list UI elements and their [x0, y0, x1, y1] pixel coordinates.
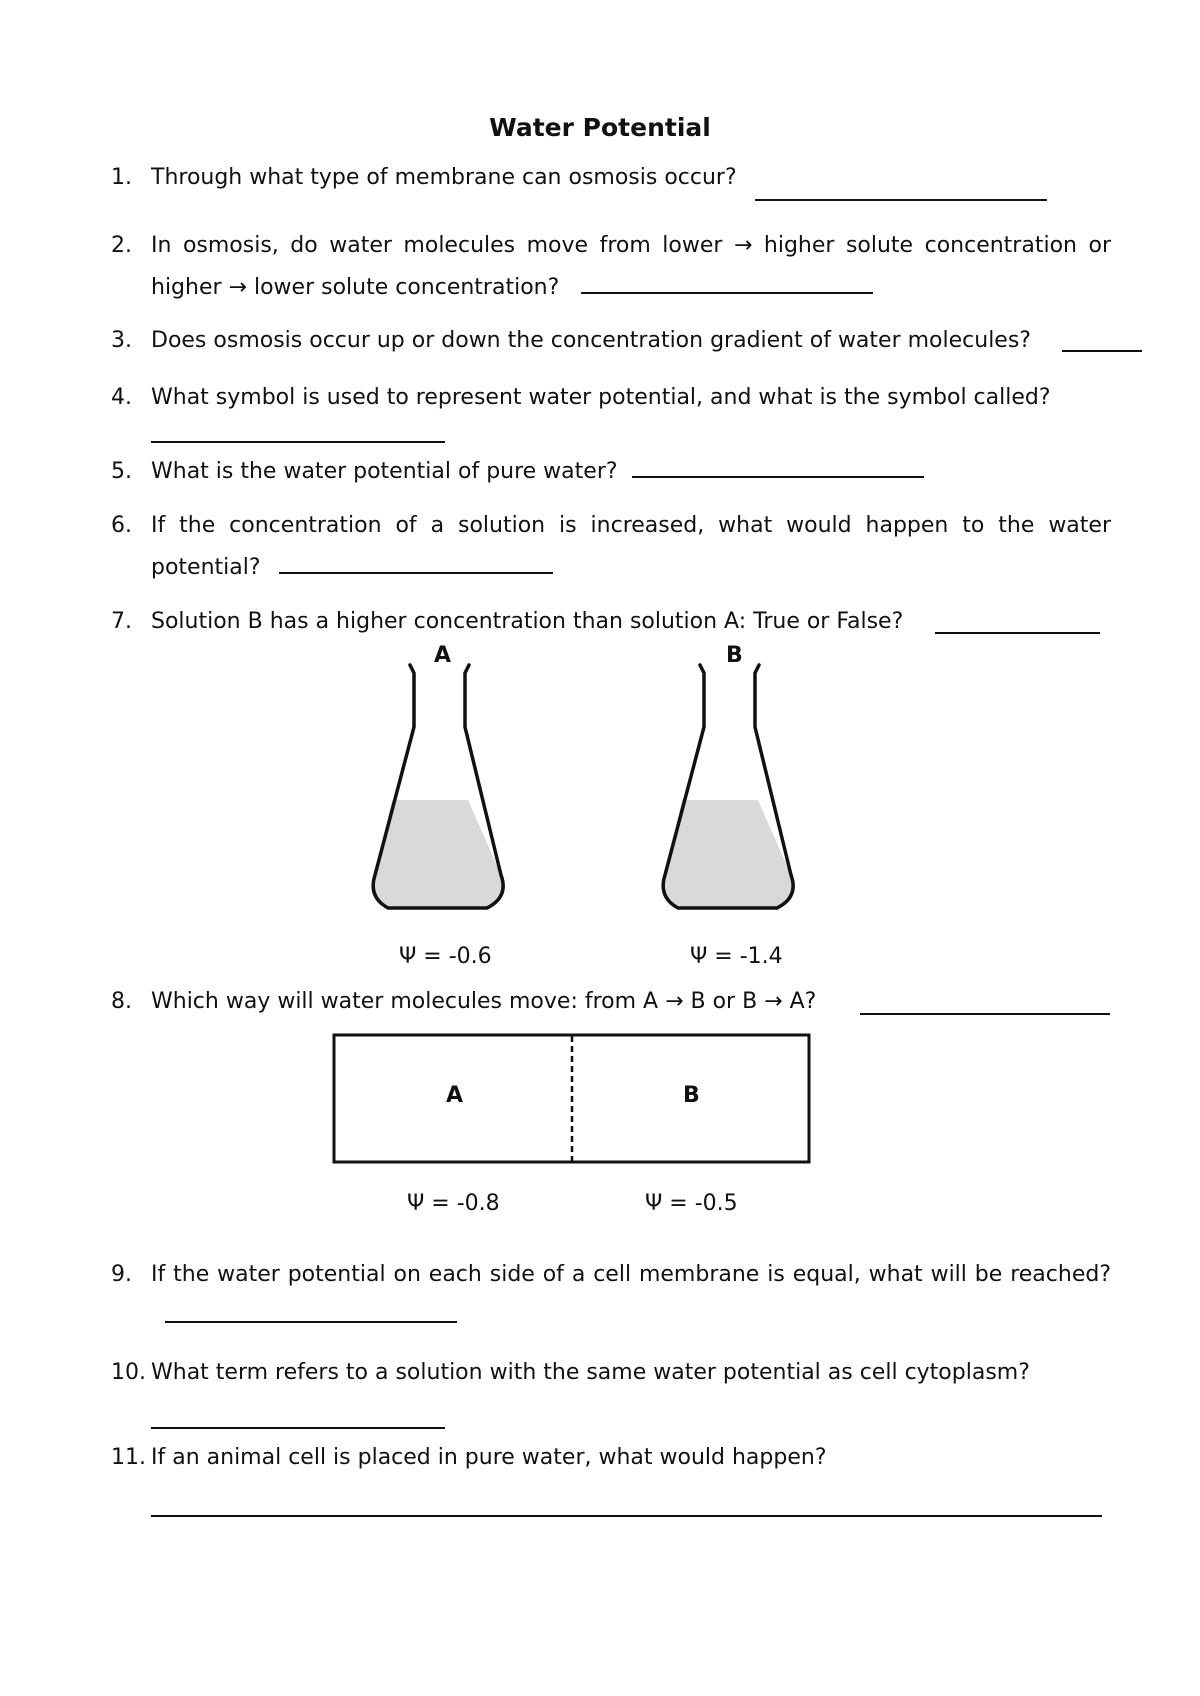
- question-number: 9.: [111, 1262, 132, 1287]
- membrane-side-b-label: B: [683, 1083, 700, 1108]
- question-text: If the water potential on each side of a cell membrane is equal, what will be reached?: [151, 1262, 1111, 1287]
- flask-b: [650, 665, 810, 915]
- answer-blank-6[interactable]: [279, 571, 553, 574]
- answer-blank-7[interactable]: [935, 632, 1100, 634]
- question-text: Does osmosis occur up or down the concentration gradient of water molecules?: [151, 328, 1031, 353]
- answer-blank-5[interactable]: [632, 475, 924, 478]
- answer-blank-10[interactable]: [151, 1427, 445, 1429]
- question-text: What symbol is used to represent water potential, and what is the symbol called?: [151, 385, 1051, 410]
- question-4: [111, 377, 1111, 419]
- question-number: 11.: [111, 1445, 146, 1470]
- membrane-side-a-label: A: [446, 1083, 464, 1108]
- flask-a-label: A: [434, 643, 452, 668]
- question-text: In osmosis, do water molecules move from lower → higher solute concentration or higher → lower solute concentration?: [151, 233, 1111, 300]
- question-number: 1.: [111, 165, 132, 190]
- question-number: 2.: [111, 233, 132, 258]
- flask-b-liquid: [663, 800, 793, 908]
- question-7: [111, 601, 1111, 643]
- page-title: Water Potential: [489, 113, 711, 142]
- question-6: [111, 505, 1111, 589]
- flask-a-liquid: [373, 800, 503, 908]
- flask-b-psi: Ψ = -1.4: [690, 944, 783, 969]
- question-text: If an animal cell is placed in pure water, what would happen?: [151, 1445, 827, 1470]
- flask-a: [360, 665, 520, 915]
- membrane-b-psi: Ψ = -0.5: [645, 1191, 738, 1216]
- question-text: What term refers to a solution with the same water potential as cell cytoplasm?: [151, 1360, 1030, 1385]
- question-9: [111, 1254, 1111, 1338]
- answer-blank-8[interactable]: [860, 1013, 1110, 1015]
- answer-blank-2[interactable]: [581, 291, 873, 294]
- question-8: [111, 981, 1111, 1023]
- answer-blank-4[interactable]: [151, 441, 445, 443]
- membrane-a-psi: Ψ = -0.8: [407, 1191, 500, 1216]
- question-text: What is the water potential of pure water?: [151, 459, 618, 484]
- question-number: 8.: [111, 989, 132, 1014]
- question-number: 7.: [111, 609, 132, 634]
- question-number: 10.: [111, 1360, 146, 1385]
- question-2: [111, 225, 1111, 309]
- question-3: [111, 320, 1111, 362]
- question-number: 3.: [111, 328, 132, 353]
- question-10: [111, 1352, 1111, 1394]
- question-1: [111, 157, 1111, 199]
- question-5: [111, 451, 1111, 493]
- membrane-diagram: [332, 1033, 812, 1163]
- flask-a-psi: Ψ = -0.6: [399, 944, 492, 969]
- flask-b-label: B: [726, 643, 743, 668]
- question-number: 6.: [111, 513, 132, 538]
- answer-blank-3[interactable]: [1062, 350, 1142, 352]
- question-text: Solution B has a higher concentration than solution A: True or False?: [151, 609, 904, 634]
- answer-blank-11[interactable]: [151, 1515, 1102, 1517]
- question-text: Through what type of membrane can osmosis occur?: [151, 165, 737, 190]
- question-number: 5.: [111, 459, 132, 484]
- answer-blank-1[interactable]: [755, 199, 1047, 201]
- question-number: 4.: [111, 385, 132, 410]
- question-11: [111, 1437, 1111, 1479]
- answer-blank-9[interactable]: [165, 1320, 457, 1323]
- question-text: Which way will water molecules move: from A → B or B → A?: [151, 989, 817, 1014]
- question-text: If the concentration of a solution is increased, what would happen to the water potential?: [151, 513, 1111, 580]
